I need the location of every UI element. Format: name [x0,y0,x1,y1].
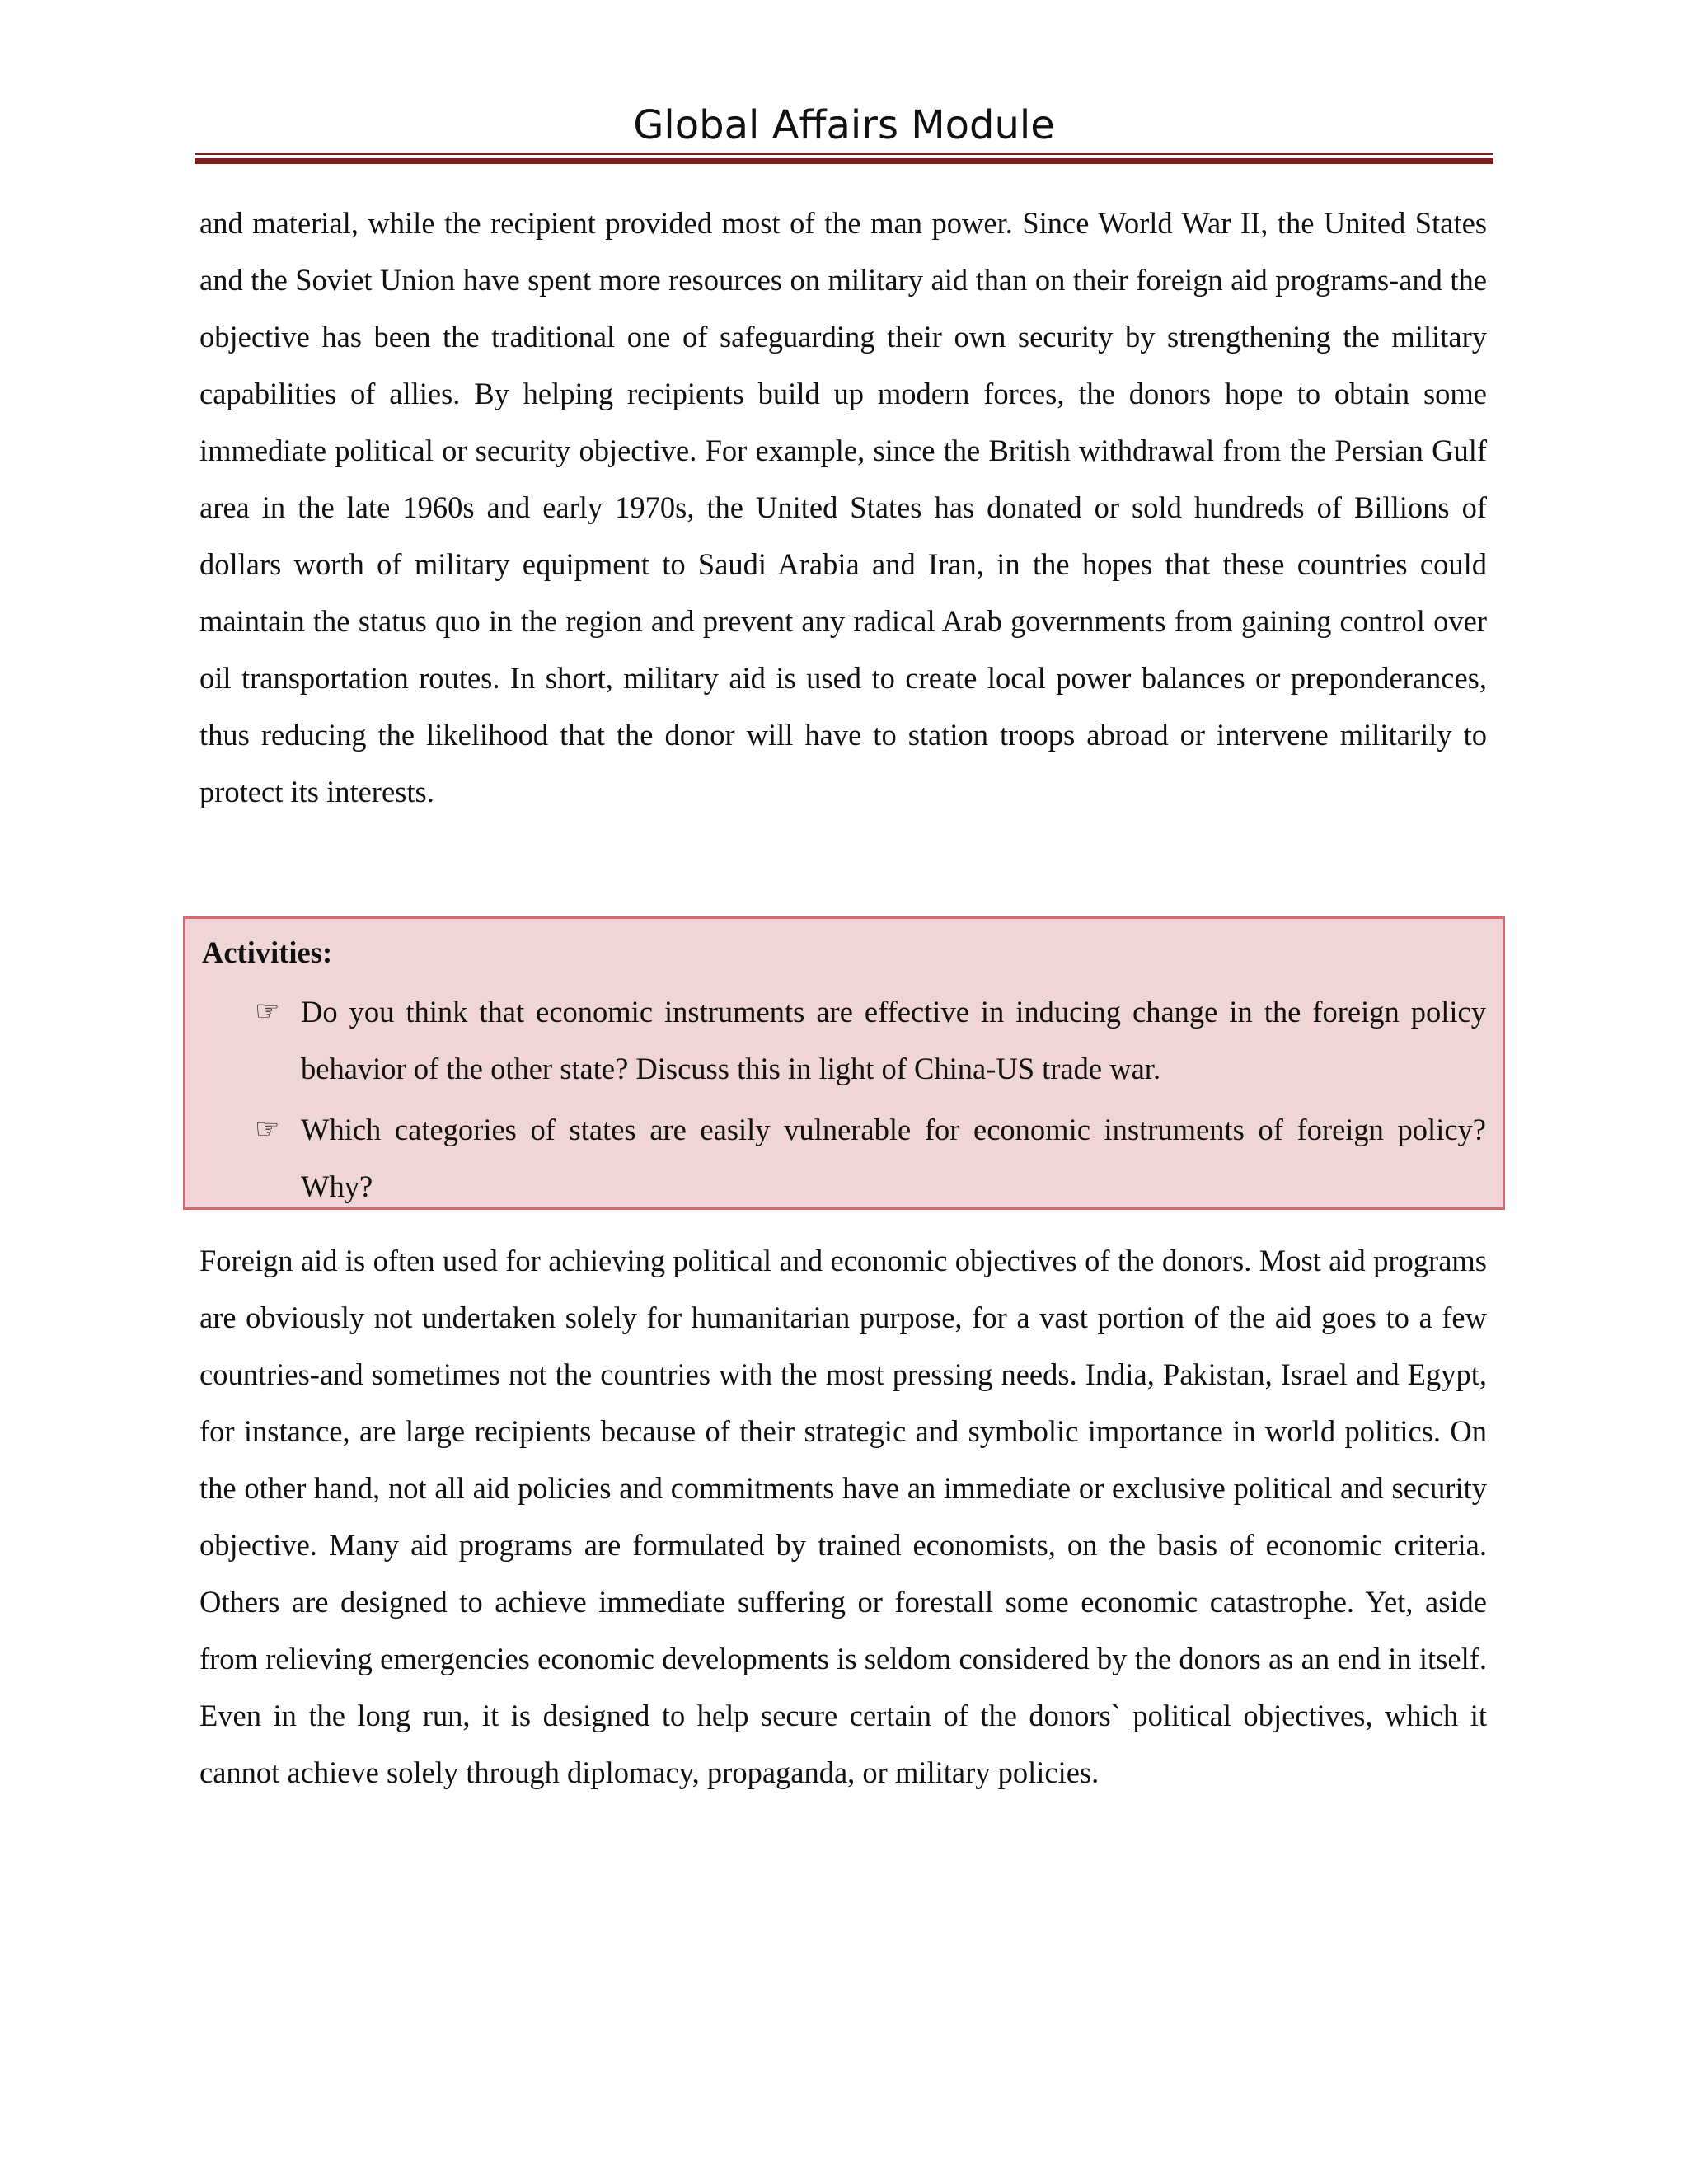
body-paragraph-foreign-aid: Foreign aid is often used for achieving political and economic objectives of the donors. Most aid programs are obviously not undertaken solely for humanitarian purpose, for a vast portion of the aid goes to a few countries-and sometimes not the countries with the most pressing needs. India, Pakistan, Israel and Egypt, for instance, are large recipients because of their strategic and symbolic importance in world politics. On the other hand, not all aid policies and commitments have an immediate or exclusive political and security objective. Many aid programs are formulated by trained economists, on the basis of economic criteria. Others are designed to achieve immediate suffering or forestall some economic catastrophe. Yet, aside from relieving emergencies economic developments is seldom considered by the donors as an end in itself. Even in the long run, it is designed to help secure certain of the donors` political objectives, which it cannot achieve solely through diplomacy, propaganda, or military policies. [199,1244,1487,1789]
activities-box [183,916,1505,1210]
header-rule-thick [195,158,1493,164]
activity-text: Do you think that economic instruments are effective in inducing change in the foreign policy behavior of the other state? Discuss this in light of China-US trade war. [301,995,1486,1085]
activity-text: Which categories of states are easily vulnerable for economic instruments of foreign policy? Why? [301,1113,1486,1203]
pointing-hand-icon: ☞ [255,995,280,1028]
header-rule-thin [195,153,1493,155]
body-paragraph-military-aid: and material, while the recipient provided most of the man power. Since World War II, the United States and the Soviet Union have spent more resources on military aid than on their foreign aid programs-and the objective has been the traditional one of safeguarding their own security by strengthening the military capabilities of allies. By helping recipients build up modern forces, the donors hope to obtain some immediate political or security objective. For example, since the British withdrawal from the Persian Gulf area in the late 1960s and early 1970s, the United States has donated or sold hundreds of Billions of dollars worth of military equipment to Saudi Arabia and Iran, in the hopes that these countries could maintain the status quo in the region and prevent any radical Arab governments from gaining control over oil transportation routes. In short, military aid is used to create local power balances or preponderances, thus reducing the likelihood that the donor will have to station troops abroad or intervene militarily to protect its interests. [199,206,1487,808]
page-title: Global Affairs Module [633,102,1055,148]
pointing-hand-icon: ☞ [255,1113,280,1146]
page-header [195,97,1493,166]
activities-title: Activities: [202,935,333,969]
